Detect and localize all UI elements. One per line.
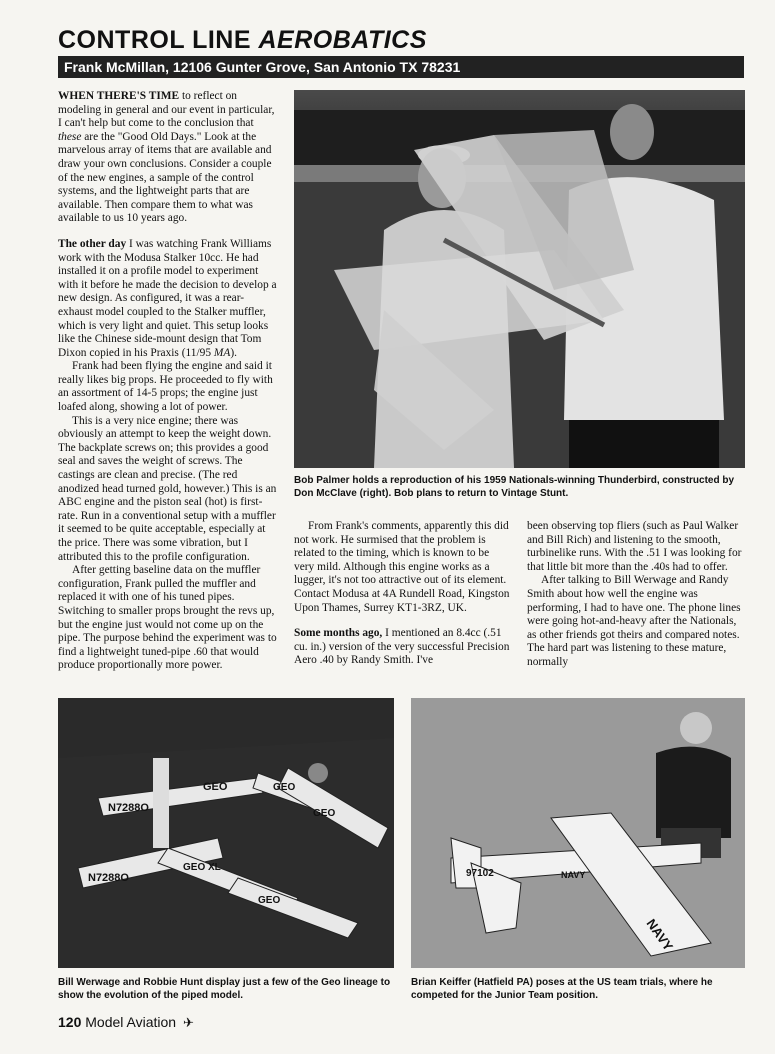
paragraph: This is a very nice engine; there was obviously an attempt to keep the weight down. The backplate screws on; this provides a good seal and saves the weight of screws. The castings are clean and precise. (The red anodized head turned gold, however.) This is an ABC engine and the piston seal (hot) is first-rate. Run in a conventional setup with a muffler it seemed to be quite acceptable, especially at the price. There was some vibration, but I attributed this to the profile configuration. xyxy=(58,414,277,563)
paragraph: been observing top fliers (such as Paul Walker and Bill Rich) and listening to the smooth, turbinelike runs. With the .51 I was looking for that little bit more than the .40s had to offer. xyxy=(527,520,742,573)
author-bar xyxy=(58,56,744,78)
paragraph: The other day I was watching Frank Williams work with the Modusa Stalker 10cc. He had installed it on a profile model to experiment with it before he made the decision to develop a new design. As configured, it was a rear-exhaust model coupled to the Stalker muffler, which is very light and quiet. This setup looks like the Chinese side-mount design that Tom Dixon copied in his Praxis (11/95 MA). xyxy=(58,237,277,359)
marking: N7288O xyxy=(88,872,129,884)
marking: GEO xyxy=(273,782,296,793)
article-title xyxy=(58,26,427,55)
caption-bottom-left-photo: Bill Werwage and Robbie Hunt display just a few of the Geo lineage to show the evolution of the piped model. xyxy=(58,977,391,1001)
title-main: CONTROL LINE xyxy=(58,26,259,54)
title-italic: AEROBATICS xyxy=(258,26,427,54)
author-line: Frank McMillan, 12106 Gunter Grove, San Antonio TX 78231 xyxy=(64,59,461,75)
photo-bob-palmer-thunderbird xyxy=(294,90,745,468)
marking: GEO xyxy=(203,781,228,793)
photo-geo-lineage xyxy=(58,698,394,968)
paragraph: Some months ago, I mentioned an 8.4cc (.51 cu. in.) version of the very successful Precision Aero .40 by Randy Smith. I've xyxy=(294,627,510,667)
marking: GEO XL xyxy=(183,862,221,873)
marking: NAVY xyxy=(561,870,586,880)
paragraph: Frank had been flying the engine and said it really likes big props. He proceeded to fly with an assortment of 14-5 props; the engine just loafed along, showing a lot of power. xyxy=(58,360,273,414)
column-3 xyxy=(527,520,745,670)
page-footer xyxy=(58,1014,194,1031)
airplane-icon: ✈ xyxy=(182,1015,194,1030)
column-1 xyxy=(58,90,278,673)
photo-brian-keiffer xyxy=(411,698,745,968)
magazine-name: Model Aviation xyxy=(85,1014,177,1030)
marking: N7288O xyxy=(108,802,149,814)
caption-bottom-right-photo: Brian Keiffer (Hatfield PA) poses at the US team trials, where he competed for the Junior Team position. xyxy=(411,977,713,1001)
marking: GEO xyxy=(258,895,281,906)
paragraph: After talking to Bill Werwage and Randy Smith about how well the engine was performing, I had to have one. The phone lines were going hot-and-heavy after the Nationals, as other friends got theirs and compared notes. The hard part was listening to these mature, normally xyxy=(527,574,741,668)
paragraph: After getting baseline data on the muffler configuration, Frank pulled the muffler and replaced it with one of his tuned pipes. Switching to smaller props brought the revs up, but the engine just would not come up on the pipe. The purpose behind the experiment was to find a lightweight tuned-pipe .60 that would produce proportionally more power. xyxy=(58,564,277,672)
marking: NAVY xyxy=(643,916,676,954)
marking: 97102 xyxy=(466,868,494,879)
column-2 xyxy=(294,520,512,668)
marking: GEO xyxy=(313,808,336,819)
paragraph: WHEN THERE'S TIME to reflect on modeling in general and our event in particular, I can't help but come to the conclusion that these are the "Good Old Days." Look at the marvelous array of items that are available and draw your own conclusions. Consider a couple of the new engines, a sample of the control systems, and the lightweight parts that are available. Then compare them to what was available to us 10 years ago. xyxy=(58,90,275,225)
page-number: 120 xyxy=(58,1014,82,1030)
paragraph: From Frank's comments, apparently this did not work. He surmised that the problem is related to the timing, which is known to be very mild. Although this engine works as a lugger, it's not too attractive out of its element. Contact Modusa at 4A Rundell Road, Kingston Upon Thames, Surrey KT1-3RZ, UK. xyxy=(294,520,510,614)
caption-top-photo: Bob Palmer holds a reproduction of his 1959 Nationals-winning Thunderbird, constructed by Don McClave (right). Bob plans to return to Vintage Stunt. xyxy=(294,475,735,499)
